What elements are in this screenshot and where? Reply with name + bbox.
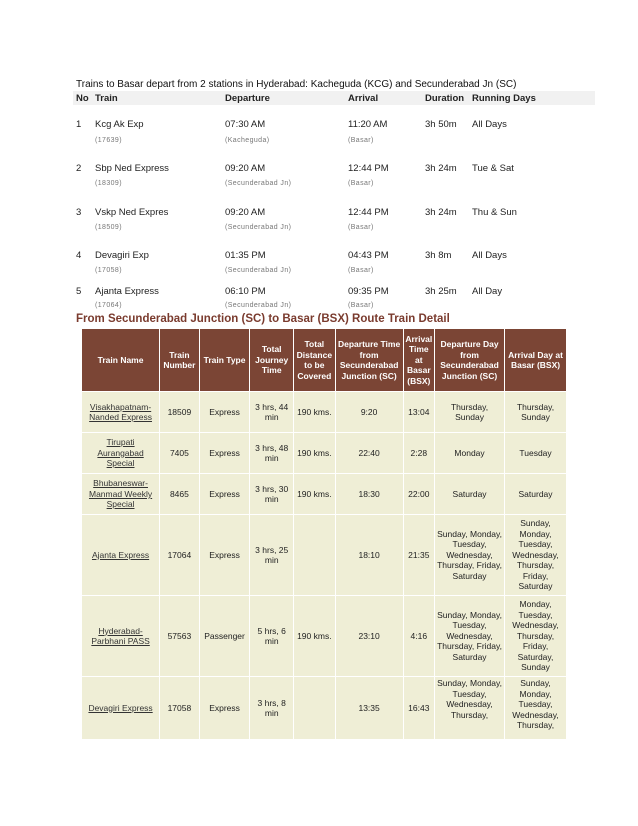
table-row	[82, 392, 567, 433]
list-row-no: 3	[76, 207, 82, 218]
list-row-train-number: (18309)	[95, 180, 122, 187]
col-header-departure: Departure	[225, 93, 270, 104]
list-row-train: Vskp Ned Expres	[95, 207, 169, 218]
cell-arrival-day: Saturday	[505, 474, 567, 515]
cell-departure: 9:20	[335, 392, 403, 433]
list-row-no: 1	[76, 119, 82, 130]
col-header-running-days: Running Days	[472, 93, 536, 104]
train-name-link[interactable]: Hyderabad-Parbhani PASS	[82, 596, 160, 677]
th-journey-time: Total Journey Time	[250, 329, 294, 392]
list-row-arrival-station: (Basar)	[348, 137, 374, 144]
cell-arrival: 21:35	[403, 515, 434, 596]
cell-departure: 13:35	[335, 677, 403, 740]
col-header-train: Train	[95, 93, 118, 104]
cell-number: 7405	[160, 433, 200, 474]
list-row-departure-station: (Kacheguda)	[225, 137, 270, 144]
th-departure-day: Departure Day from Secunderabad Junction (SC)	[435, 329, 505, 392]
cell-journey: 3 hrs, 48 min	[250, 433, 294, 474]
page-caption: Trains to Basar depart from 2 stations in Hyderabad: Kacheguda (KCG) and Secunderabad Jn (SC)	[76, 79, 517, 90]
cell-departure: 23:10	[335, 596, 403, 677]
col-header-no: No	[76, 93, 89, 104]
cell-departure-day: Sunday, Monday, Tuesday, Wednesday, Thursday, Friday, Saturday	[435, 515, 505, 596]
cell-distance: 190 kms.	[294, 433, 336, 474]
list-row-no: 5	[76, 286, 82, 297]
cell-departure-day: Saturday	[435, 474, 505, 515]
th-train-number: Train Number	[160, 329, 200, 392]
list-row-arrival: 12:44 PM	[348, 207, 389, 218]
cell-departure-day: Sunday, Monday, Tuesday, Wednesday, Thursday, Friday, Saturday	[435, 596, 505, 677]
list-row-arrival: 09:35 PM	[348, 286, 389, 297]
cell-journey: 3 hrs, 25 min	[250, 515, 294, 596]
list-row-train: Devagiri Exp	[95, 250, 149, 261]
list-row-days: All Day	[472, 286, 503, 297]
list-row-departure: 07:30 AM	[225, 119, 266, 130]
cell-type: Express	[199, 515, 250, 596]
list-row-train-number: (17058)	[95, 267, 122, 274]
list-row-duration: 3h 24m	[425, 163, 457, 174]
list-row-days: All Days	[472, 250, 507, 261]
list-row-departure: 01:35 PM	[225, 250, 266, 261]
table-row	[82, 515, 567, 596]
list-row-no: 2	[76, 163, 82, 174]
cell-departure-day: Thursday, Sunday	[435, 392, 505, 433]
cell-distance	[294, 515, 336, 596]
list-row-duration: 3h 8m	[425, 250, 452, 261]
cell-type: Passenger	[199, 596, 250, 677]
list-row-departure-station: (Secunderabad Jn)	[225, 224, 292, 231]
table-row	[82, 474, 567, 515]
cell-arrival-day: Monday, Tuesday, Wednesday, Thursday, Friday, Saturday, Sunday	[505, 596, 567, 677]
train-name-link[interactable]: Devagiri Express	[82, 677, 160, 740]
list-row-days: All Days	[472, 119, 507, 130]
th-arrival-day: Arrival Day at Basar (BSX)	[505, 329, 567, 392]
list-row-departure: 09:20 AM	[225, 163, 266, 174]
cell-type: Express	[199, 392, 250, 433]
train-list	[0, 0, 638, 330]
cell-arrival-day: Sunday, Monday, Tuesday, Wednesday, Thursday, Friday, Saturday	[505, 515, 567, 596]
table-row	[82, 433, 567, 474]
cell-distance	[294, 677, 336, 740]
cell-distance: 190 kms.	[294, 474, 336, 515]
list-row-arrival: 04:43 PM	[348, 250, 389, 261]
th-arrival-time: Arrival Time at Basar (BSX)	[403, 329, 434, 392]
list-row-train-number: (18509)	[95, 224, 122, 231]
cell-journey: 5 hrs, 6 min	[250, 596, 294, 677]
th-distance: Total Distance to be Covered	[294, 329, 336, 392]
cell-arrival: 22:00	[403, 474, 434, 515]
route-detail-table	[81, 328, 567, 740]
table-header-row	[82, 329, 567, 392]
table-row	[82, 677, 567, 740]
cell-number: 17064	[160, 515, 200, 596]
cell-journey: 3 hrs, 44 min	[250, 392, 294, 433]
list-row-train: Kcg Ak Exp	[95, 119, 144, 130]
list-row-arrival-station: (Basar)	[348, 267, 374, 274]
cell-arrival-day: Sunday, Monday, Tuesday, Wednesday, Thursday,	[505, 677, 567, 740]
train-name-link[interactable]: Ajanta Express	[82, 515, 160, 596]
cell-arrival: 2:28	[403, 433, 434, 474]
col-header-duration: Duration	[425, 93, 465, 104]
list-row-arrival-station: (Basar)	[348, 180, 374, 187]
cell-arrival: 4:16	[403, 596, 434, 677]
route-detail-table-wrap	[81, 328, 567, 740]
list-row-departure-station: (Secunderabad Jn)	[225, 267, 292, 274]
train-name-link[interactable]: Tirupati Aurangabad Special	[82, 433, 160, 474]
train-name-link[interactable]: Visakhapatnam-Nanded Express	[82, 392, 160, 433]
cell-departure: 18:30	[335, 474, 403, 515]
list-row-arrival: 12:44 PM	[348, 163, 389, 174]
list-row-arrival-station: (Basar)	[348, 224, 374, 231]
list-row-departure-station: (Secunderabad Jn)	[225, 180, 292, 187]
list-row-train: Sbp Ned Express	[95, 163, 169, 174]
list-row-days: Thu & Sun	[472, 207, 517, 218]
list-row-train-number: (17639)	[95, 137, 122, 144]
cell-number: 17058	[160, 677, 200, 740]
table-row	[82, 596, 567, 677]
list-row-departure: 06:10 PM	[225, 286, 266, 297]
section-title: From Secunderabad Junction (SC) to Basar (BSX) Route Train Detail	[76, 313, 450, 325]
cell-number: 57563	[160, 596, 200, 677]
train-name-link[interactable]: Bhubaneswar-Manmad Weekly Special	[82, 474, 160, 515]
cell-type: Express	[199, 474, 250, 515]
list-row-days: Tue & Sat	[472, 163, 514, 174]
list-row-duration: 3h 25m	[425, 286, 457, 297]
cell-departure-day: Monday	[435, 433, 505, 474]
col-header-arrival: Arrival	[348, 93, 379, 104]
cell-type: Express	[199, 433, 250, 474]
list-row-duration: 3h 50m	[425, 119, 457, 130]
cell-journey: 3 hrs, 30 min	[250, 474, 294, 515]
cell-type: Express	[199, 677, 250, 740]
cell-distance: 190 kms.	[294, 596, 336, 677]
list-row-no: 4	[76, 250, 82, 261]
list-row-departure: 09:20 AM	[225, 207, 266, 218]
list-row-arrival-station: (Basar)	[348, 302, 374, 309]
cell-arrival-day: Thursday, Sunday	[505, 392, 567, 433]
cell-number: 18509	[160, 392, 200, 433]
cell-arrival: 13:04	[403, 392, 434, 433]
list-row-train: Ajanta Express	[95, 286, 159, 297]
th-train-type: Train Type	[199, 329, 250, 392]
cell-arrival: 16:43	[403, 677, 434, 740]
list-row-departure-station: (Secunderabad Jn)	[225, 302, 292, 309]
cell-departure: 22:40	[335, 433, 403, 474]
cell-arrival-day: Tuesday	[505, 433, 567, 474]
cell-number: 8465	[160, 474, 200, 515]
th-train-name: Train Name	[82, 329, 160, 392]
cell-distance: 190 kms.	[294, 392, 336, 433]
cell-departure: 18:10	[335, 515, 403, 596]
list-row-duration: 3h 24m	[425, 207, 457, 218]
cell-departure-day: Sunday, Monday, Tuesday, Wednesday, Thursday,	[435, 677, 505, 740]
list-row-train-number: (17064)	[95, 302, 122, 309]
list-row-arrival: 11:20 AM	[348, 119, 388, 130]
cell-journey: 3 hrs, 8 min	[250, 677, 294, 740]
th-departure-time: Departure Time from Secunderabad Junction (SC)	[335, 329, 403, 392]
